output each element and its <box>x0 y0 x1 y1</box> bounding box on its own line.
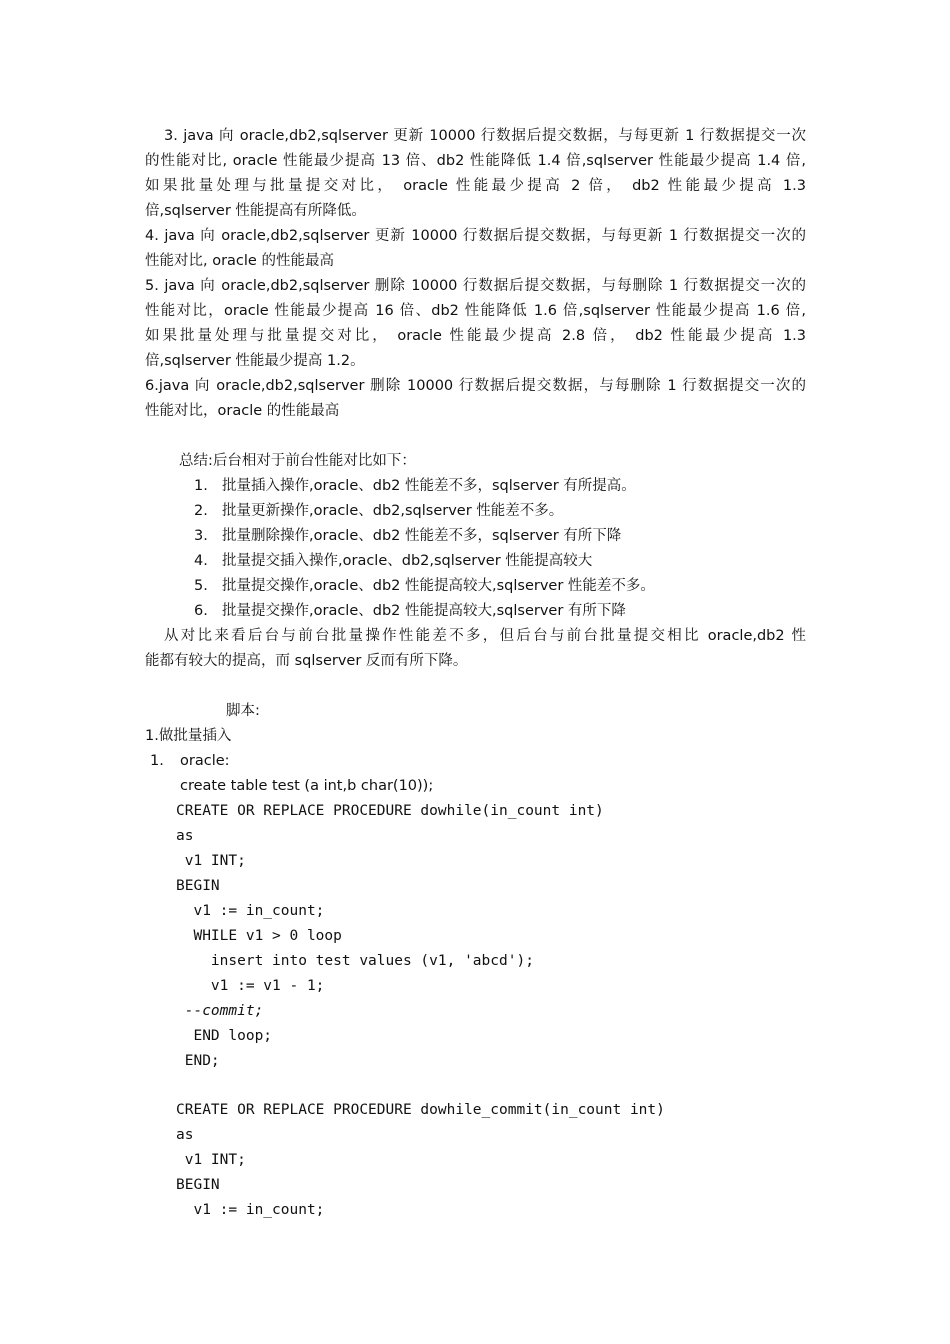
code-line: BEGIN <box>176 878 220 894</box>
para-3-line-4: 倍,sqlserver 性能提高有所降低。 <box>145 203 366 219</box>
code-line: v1 := v1 - 1; <box>176 978 325 994</box>
summary-item-number: 1. <box>194 478 208 494</box>
para-4-line-1: 4. java 向 oracle,db2,sqlserver 更新 10000 行数据后提交数据，与每更新 1 行数据提交一次的 <box>145 228 806 244</box>
summary-item-number: 4. <box>194 553 208 569</box>
code-line: as <box>176 828 194 844</box>
summary-item-number: 5. <box>194 578 208 594</box>
code-line: v1 INT; <box>176 853 246 869</box>
code-line: v1 := in_count; <box>176 1202 325 1218</box>
para-5-line-2: 性能对比，oracle 性能最少提高 16 倍、db2 性能降低 1.6 倍,sqlserver 性能最少提高 1.6 倍, <box>145 303 806 319</box>
code-line: CREATE OR REPLACE PROCEDURE dowhile(in_count int) <box>176 803 604 819</box>
para-6-line-2: 性能对比，oracle 的性能最高 <box>145 403 340 419</box>
para-4-line-2: 性能对比, oracle 的性能最高 <box>145 253 334 269</box>
code-line: as <box>176 1127 194 1143</box>
summary-heading: 总结:后台相对于前台性能对比如下： <box>179 453 416 469</box>
code-line: BEGIN <box>176 1177 220 1193</box>
summary-item-number: 3. <box>194 528 208 544</box>
summary-item-number: 6. <box>194 603 208 619</box>
summary-item-text: 批量提交插入操作,oracle、db2,sqlserver 性能提高较大 <box>222 553 593 569</box>
code-line: CREATE OR REPLACE PROCEDURE dowhile_commit(in_count int) <box>176 1102 665 1118</box>
oracle-item-number: 1. <box>150 753 164 769</box>
oracle-item-label: oracle: <box>180 753 230 769</box>
create-table-statement: create table test (a int,b char(10)); <box>180 778 434 794</box>
code-line: WHILE v1 > 0 loop <box>176 928 342 944</box>
code-line: END loop; <box>176 1028 273 1044</box>
summary-item-text: 批量提交操作,oracle、db2 性能提高较大,sqlserver 性能差不多。 <box>222 578 655 594</box>
summary-item-text: 批量提交操作,oracle、db2 性能提高较大,sqlserver 有所下降 <box>222 603 626 619</box>
conclusion-line-1: 从对比来看后台与前台批量操作性能差不多，但后台与前台批量提交相比 oracle,db2 性 <box>164 628 806 644</box>
para-5-line-3: 如果批量处理与批量提交对比， oracle 性能最少提高 2.8 倍， db2 性能最少提高 1.3 <box>145 328 806 344</box>
summary-item-text: 批量插入操作,oracle、db2 性能差不多，sqlserver 有所提高。 <box>222 478 636 494</box>
para-6-line-1: 6.java 向 oracle,db2,sqlserver 删除 10000 行数据后提交数据，与每删除 1 行数据提交一次的 <box>145 378 806 394</box>
para-3-line-3: 如果批量处理与批量提交对比， oracle 性能最少提高 2 倍， db2 性能最少提高 1.3 <box>145 178 806 194</box>
para-3-line-1: 3. java 向 oracle,db2,sqlserver 更新 10000 行数据后提交数据，与每更新 1 行数据提交一次 <box>164 128 806 144</box>
para-3-line-2: 的性能对比, oracle 性能最少提高 13 倍、db2 性能降低 1.4 倍,sqlserver 性能最少提高 1.4 倍, <box>145 153 806 169</box>
script-heading: 脚本: <box>226 703 260 719</box>
code-line: v1 := in_count; <box>176 903 325 919</box>
code-comment-line: --commit; <box>176 1003 264 1019</box>
para-5-line-4: 倍,sqlserver 性能最少提高 1.2。 <box>145 353 365 369</box>
summary-item-text: 批量删除操作,oracle、db2 性能差不多，sqlserver 有所下降 <box>222 528 622 544</box>
conclusion-line-2: 能都有较大的提高，而 sqlserver 反而有所下降。 <box>145 653 468 669</box>
para-5-line-1: 5. java 向 oracle,db2,sqlserver 删除 10000 行数据后提交数据，与每删除 1 行数据提交一次的 <box>145 278 806 294</box>
code-line: insert into test values (v1, 'abcd'); <box>176 953 534 969</box>
summary-item-text: 批量更新操作,oracle、db2,sqlserver 性能差不多。 <box>222 503 564 519</box>
summary-item-number: 2. <box>194 503 208 519</box>
section-title: 1.做批量插入 <box>145 728 232 744</box>
code-line: END; <box>176 1053 220 1069</box>
code-line: v1 INT; <box>176 1152 246 1168</box>
